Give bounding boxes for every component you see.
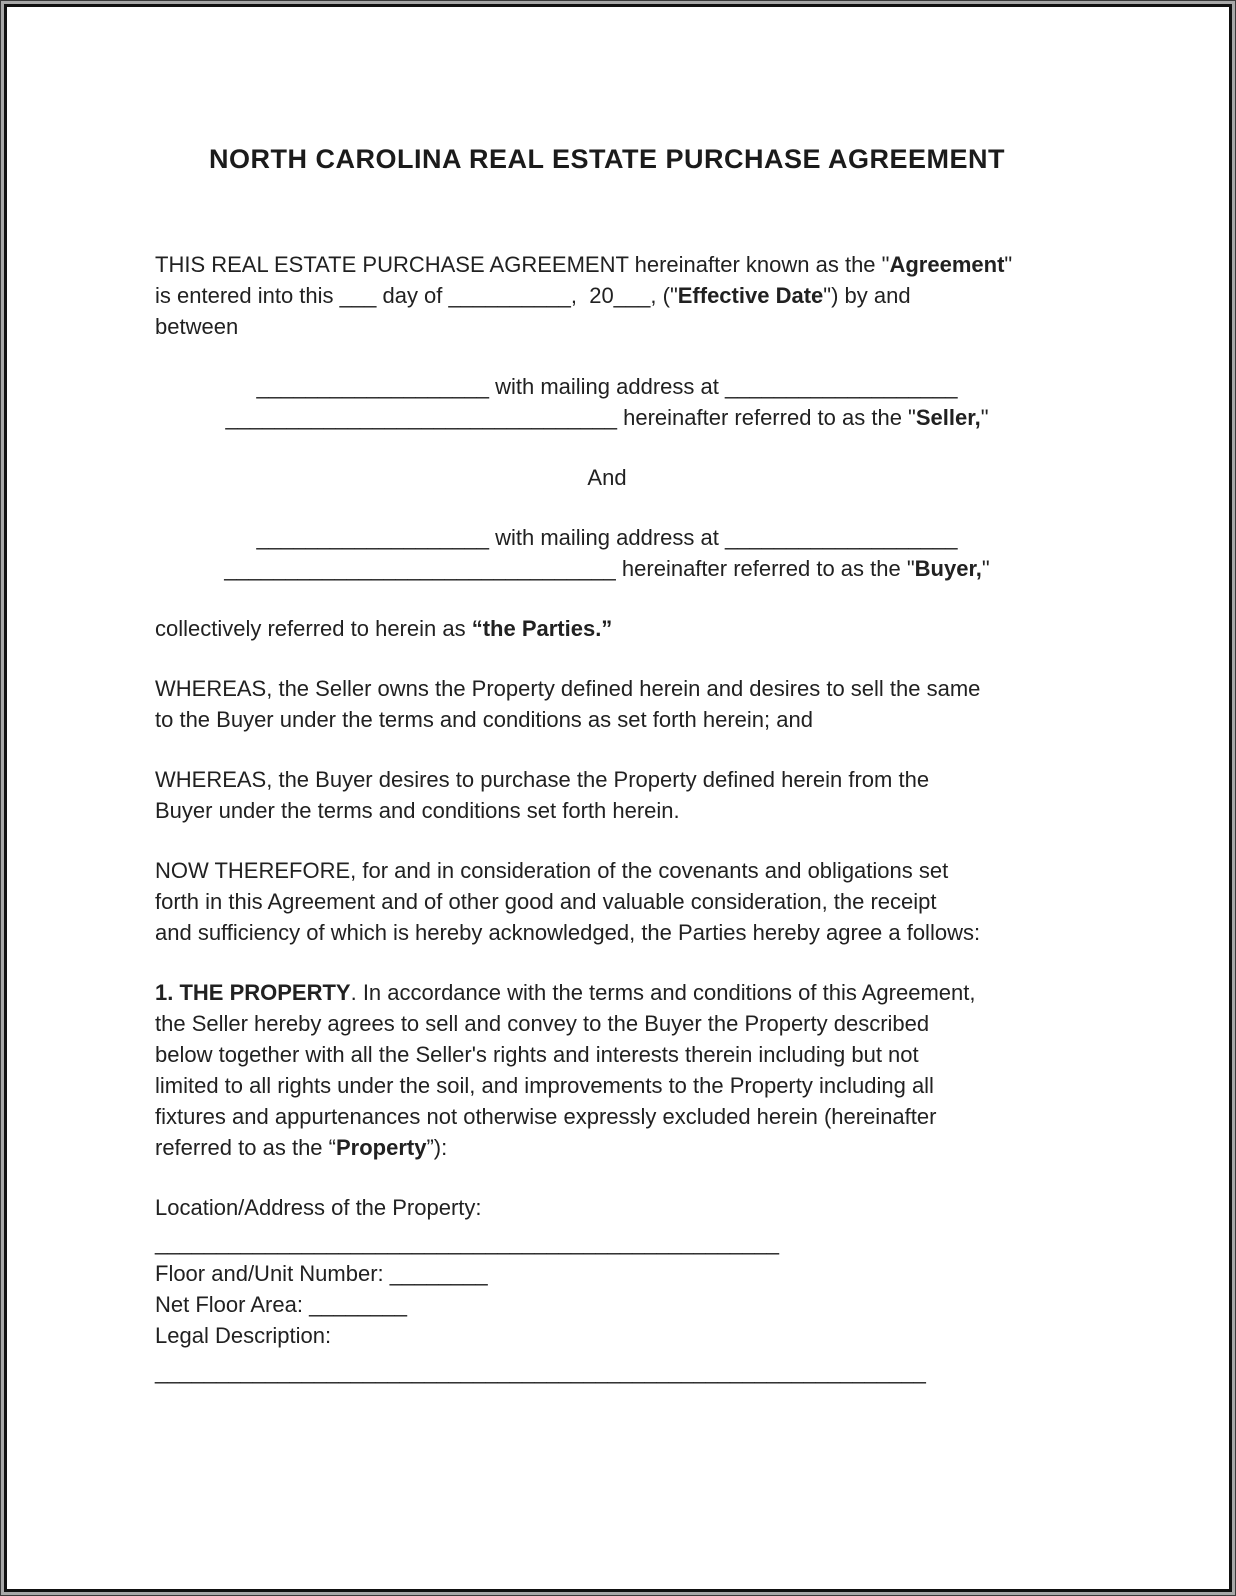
section-1-line-6: referred to as the “Property”): — [155, 1135, 448, 1160]
whereas-buyer-line-1: WHEREAS, the Buyer desires to purchase the Property defined herein from the — [155, 767, 930, 792]
section-1-line-4: limited to all rights under the soil, and improvements to the Property including all — [155, 1073, 934, 1098]
seller-clause — [155, 371, 1059, 433]
now-therefore-clause — [155, 855, 1059, 948]
intro-line-1: THIS REAL ESTATE PURCHASE AGREEMENT hereinafter known as the "Agreement" — [155, 252, 1013, 277]
section-1-line-3: below together with all the Seller's rights and interests therein including but not — [155, 1042, 919, 1067]
legal-description-blank-line: _______________________________________________________________ — [155, 1359, 926, 1384]
and-separator — [155, 462, 1059, 493]
buyer-clause — [155, 522, 1059, 584]
legal-description-label: Legal Description: — [155, 1323, 332, 1348]
whereas-buyer-clause — [155, 764, 1059, 826]
document-title: NORTH CAROLINA REAL ESTATE PURCHASE AGREEMENT — [208, 144, 1006, 174]
section-1-the-property — [155, 977, 1059, 1163]
property-details — [155, 1192, 1059, 1387]
whereas-seller-line-2: to the Buyer under the terms and conditions as set forth herein; and — [155, 707, 813, 732]
seller-name-address-line: ___________________ with mailing address at ___________________ — [256, 374, 958, 399]
now-therefore-line-1: NOW THEREFORE, for and in consideration of the covenants and obligations set — [155, 858, 949, 883]
document-content — [7, 7, 1229, 1447]
section-1-line-2: the Seller hereby agrees to sell and convey to the Buyer the Property described — [155, 1011, 930, 1036]
section-1-line-5: fixtures and appurtenances not otherwise expressly excluded herein (hereinafter — [155, 1104, 937, 1129]
parties-line: collectively referred to herein as “the Parties.” — [155, 616, 613, 641]
floor-unit-line: Floor and/Unit Number: ________ — [155, 1261, 488, 1286]
now-therefore-line-2: forth in this Agreement and of other good and valuable consideration, the receipt — [155, 889, 937, 914]
intro-line-3: between — [155, 314, 239, 339]
section-1-line-1: 1. THE PROPERTY. In accordance with the terms and conditions of this Agreement, — [155, 980, 976, 1005]
document-page — [4, 4, 1232, 1592]
intro-paragraph — [155, 249, 1059, 342]
address-blank-line: ___________________________________________________ — [155, 1230, 780, 1255]
whereas-seller-clause — [155, 673, 1059, 735]
whereas-buyer-line-2: Buyer under the terms and conditions set forth herein. — [155, 798, 680, 823]
buyer-designation-line: ________________________________ hereinafter referred to as the "Buyer," — [224, 556, 990, 581]
location-label: Location/Address of the Property: — [155, 1195, 482, 1220]
intro-line-2: is entered into this ___ day of __________, 20___, ("Effective Date") by and — [155, 283, 911, 308]
and-label: And — [587, 465, 627, 490]
whereas-seller-line-1: WHEREAS, the Seller owns the Property defined herein and desires to sell the same — [155, 676, 981, 701]
seller-designation-line: ________________________________ hereinafter referred to as the "Seller," — [225, 405, 989, 430]
parties-clause — [155, 613, 1059, 644]
net-floor-area-line: Net Floor Area: ________ — [155, 1292, 407, 1317]
buyer-name-address-line: ___________________ with mailing address at ___________________ — [256, 525, 958, 550]
now-therefore-line-3: and sufficiency of which is hereby acknowledged, the Parties hereby agree a follows: — [155, 920, 981, 945]
